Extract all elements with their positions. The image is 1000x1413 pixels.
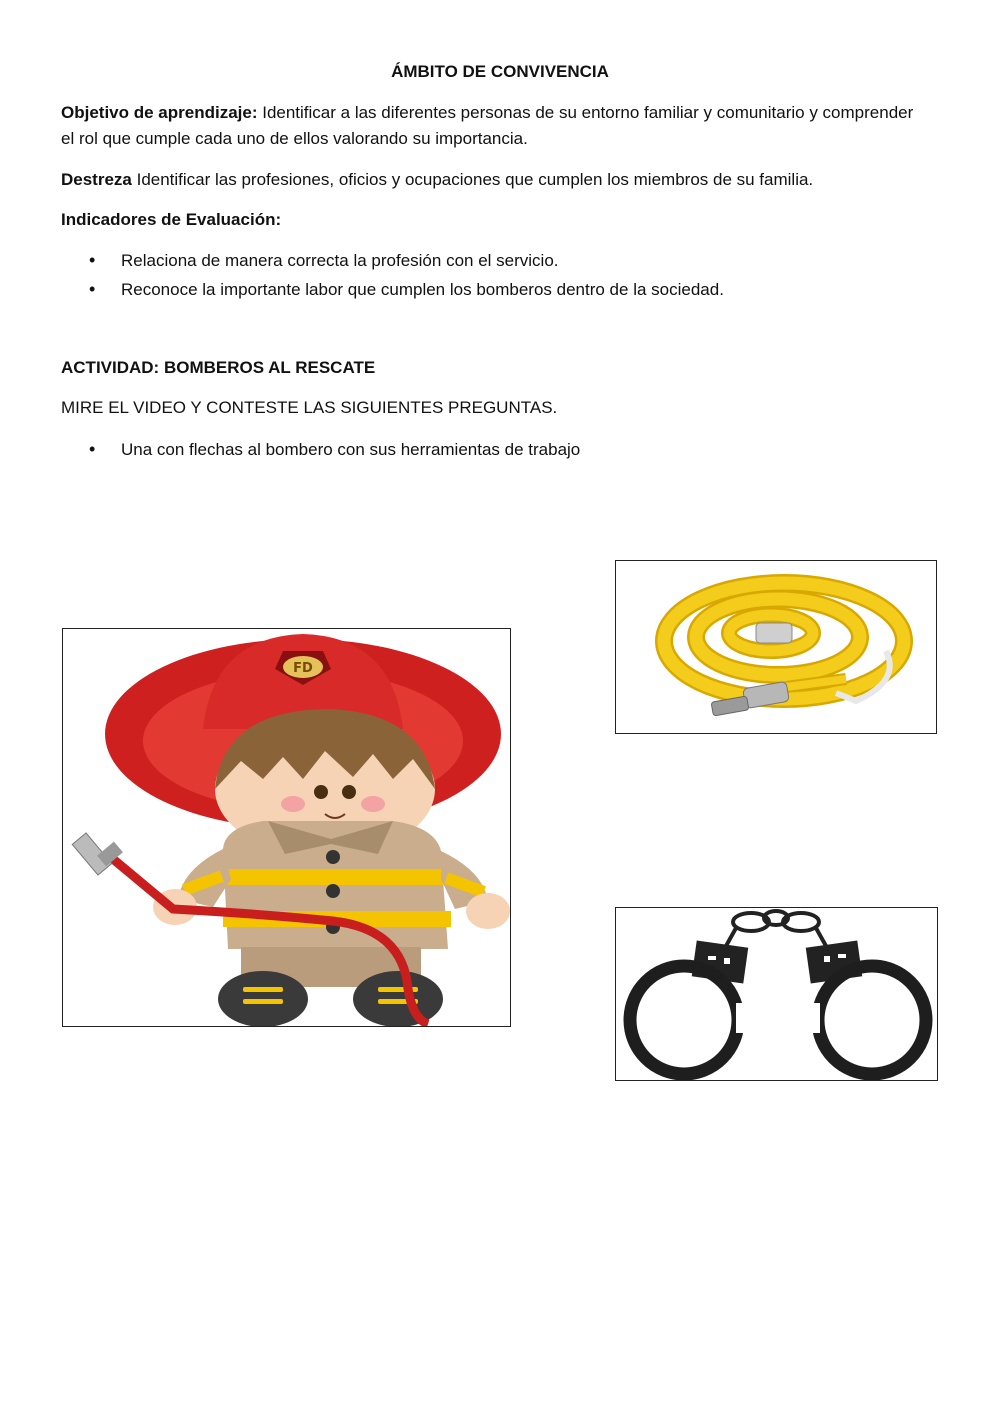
skill-paragraph	[61, 167, 921, 193]
indicators-list	[61, 246, 724, 304]
skill-text: Identificar las profesiones, oficios y ocupaciones que cumplen los miembros de su familia.	[131, 170, 814, 189]
list-item: • Reconoce la importante labor que cumplen los bomberos dentro de la sociedad.	[61, 275, 724, 304]
list-item: • Una con flechas al bombero con sus herramientas de trabajo	[61, 435, 580, 464]
activity-title: ACTIVIDAD: BOMBEROS AL RESCATE	[61, 358, 376, 377]
tasks-list	[61, 435, 580, 464]
instruction-text: MIRE EL VIDEO Y CONTESTE LAS SIGUIENTES PREGUNTAS.	[61, 398, 558, 417]
firefighter-image[interactable]	[62, 628, 511, 1027]
indicators-heading: Indicadores de Evaluación:	[61, 210, 282, 229]
list-item: • Relaciona de manera correcta la profesión con el servicio.	[61, 246, 724, 275]
document-title: ÁMBITO DE CONVIVENCIA	[391, 62, 609, 81]
hose-image[interactable]	[615, 560, 937, 734]
objective-paragraph	[61, 100, 921, 152]
skill-label: Destreza	[61, 170, 132, 189]
handcuffs-image[interactable]	[615, 907, 938, 1081]
helmet-badge-text: FD	[293, 661, 313, 676]
objective-label: Objetivo de aprendizaje:	[61, 103, 258, 122]
objective-text: Identificar a las diferentes personas de su entorno familiar y comunitario y comprender el rol que cumple cada uno de ellos valorando su importancia.	[61, 103, 914, 148]
